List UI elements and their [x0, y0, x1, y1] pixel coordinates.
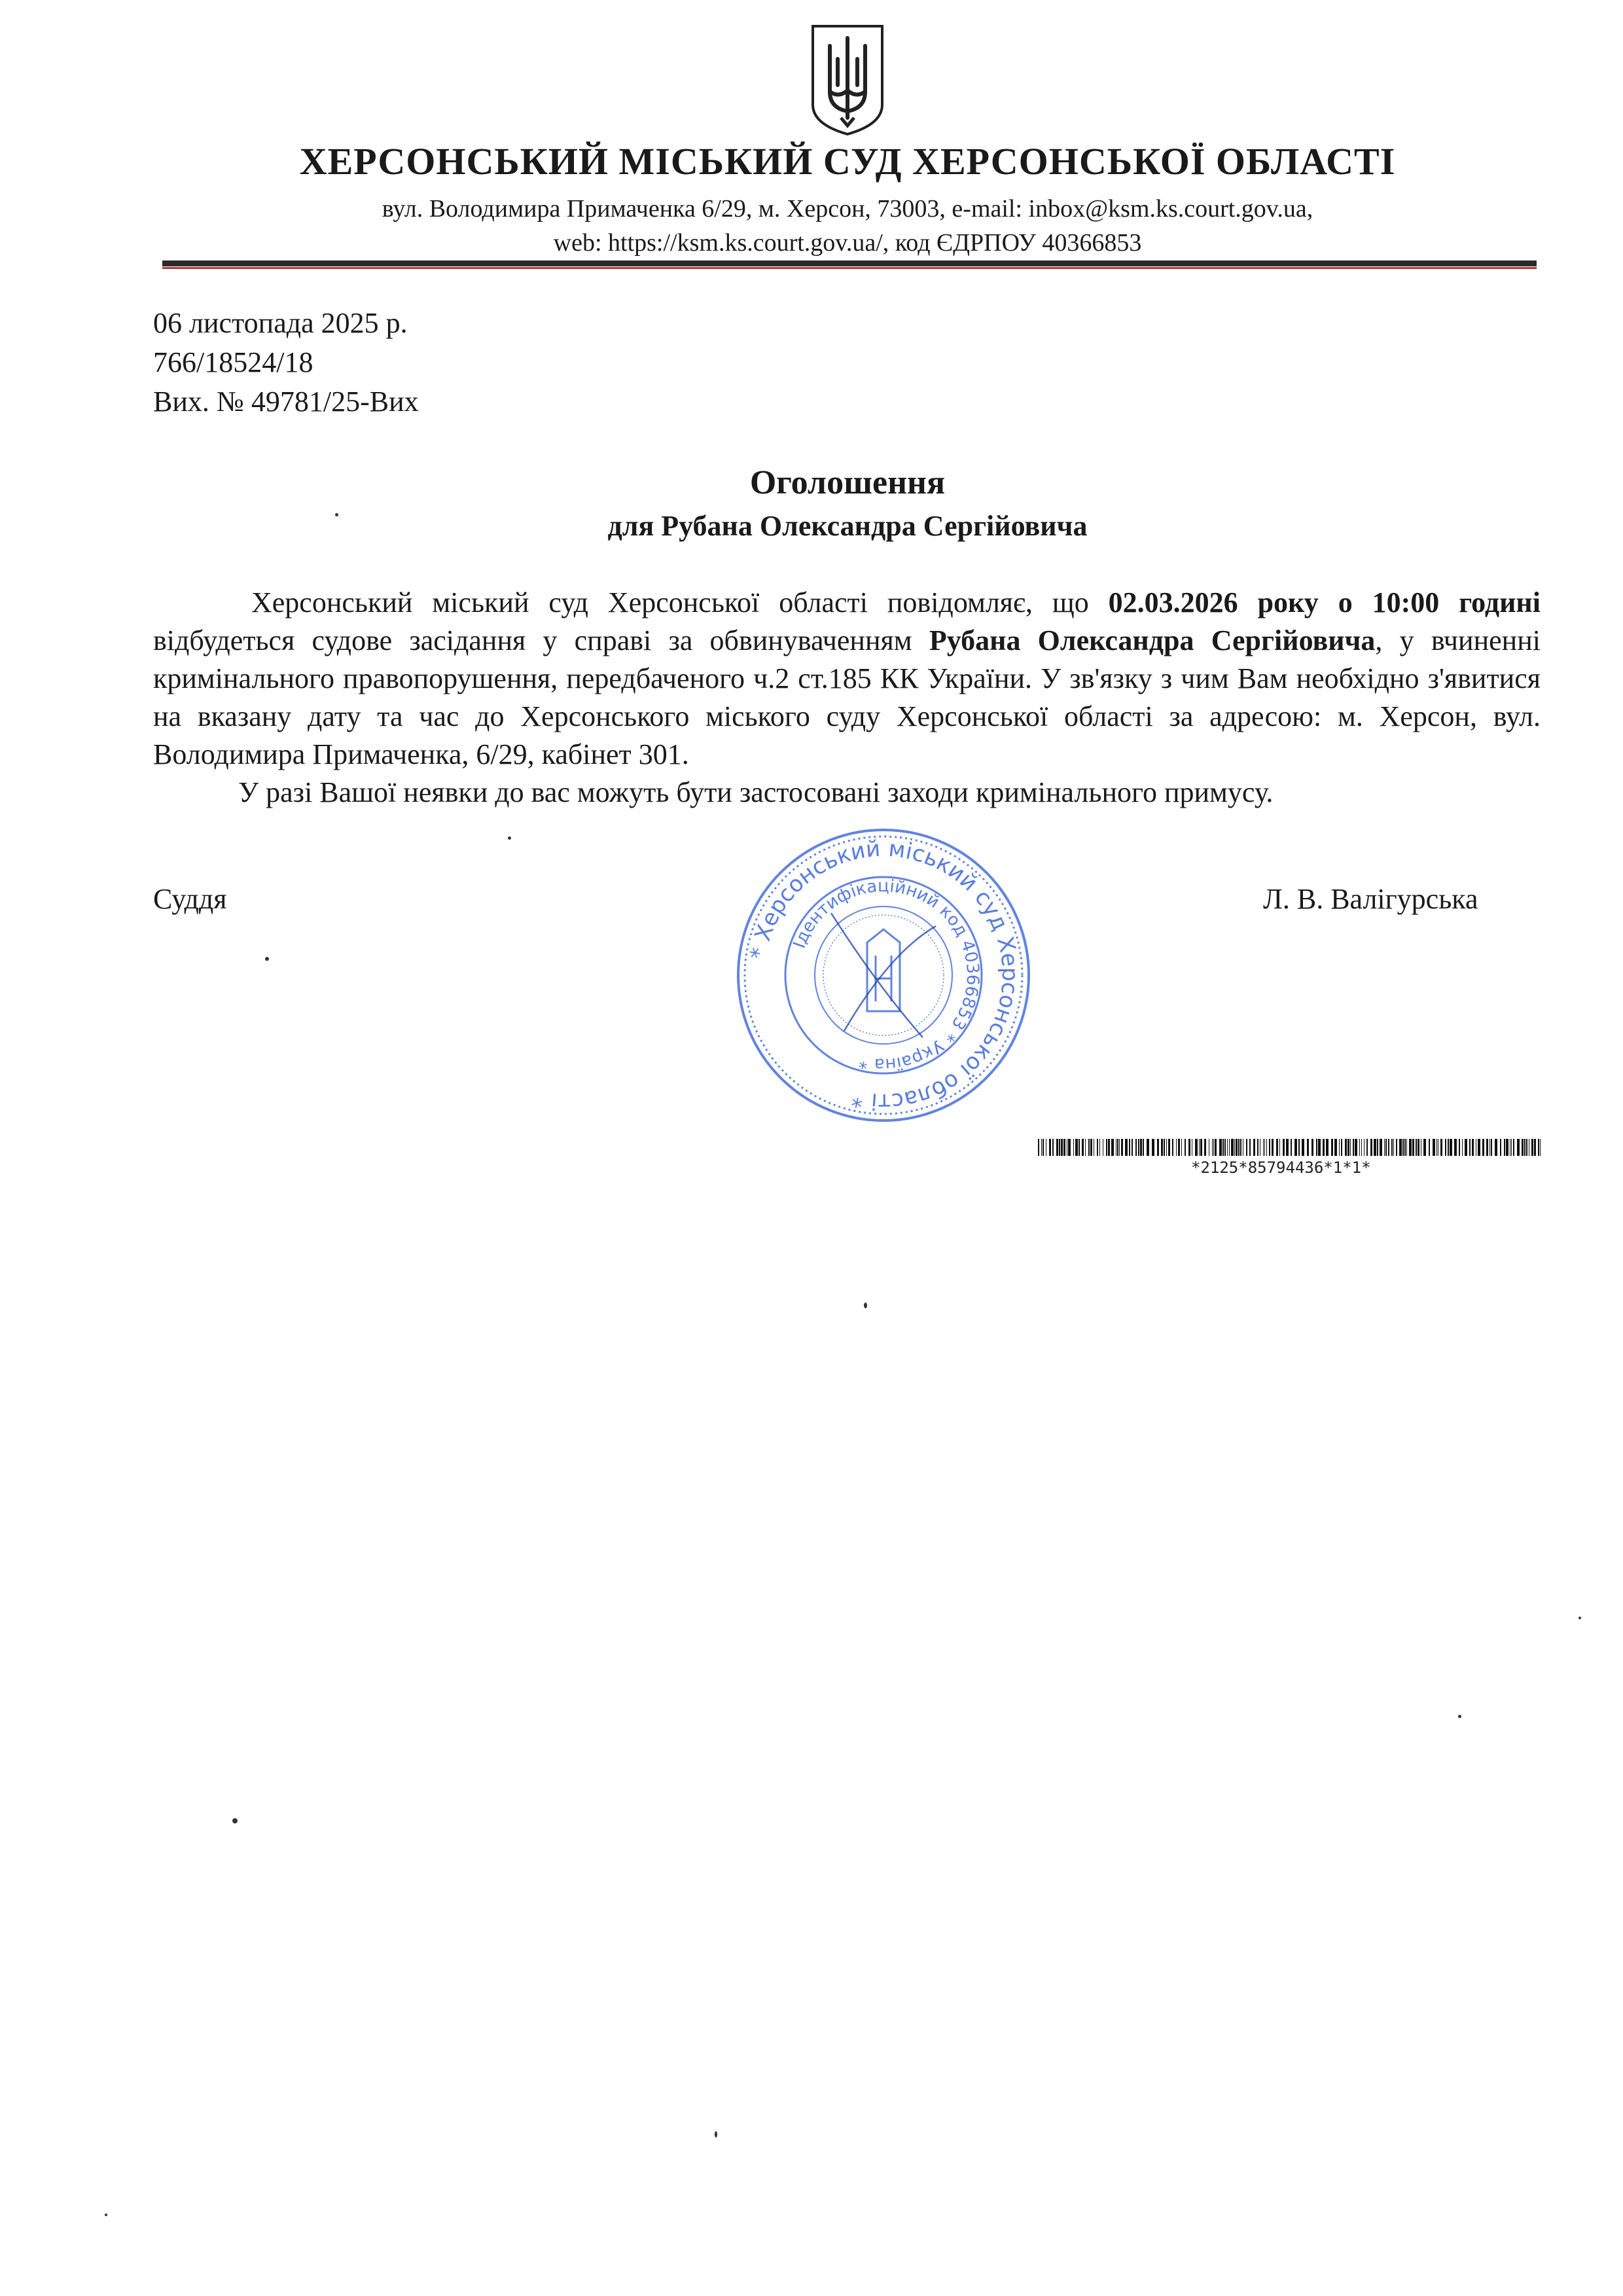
- barcode-bar: [1138, 1139, 1139, 1156]
- judge-role: Суддя: [153, 883, 227, 915]
- barcode-bar: [1412, 1139, 1414, 1156]
- notice-subtitle: для Рубана Олександра Сергійовича: [607, 510, 1088, 542]
- barcode-bar: [1234, 1139, 1235, 1156]
- barcode-bar: [1212, 1139, 1213, 1156]
- barcode-bar: [1236, 1139, 1238, 1156]
- barcode-bar: [1119, 1139, 1120, 1156]
- barcode-bar: [1311, 1139, 1313, 1156]
- barcode-bar: [1135, 1139, 1137, 1156]
- scan-speck: [105, 2214, 107, 2216]
- barcode-bar: [1272, 1139, 1274, 1156]
- barcode-bar: [1478, 1139, 1480, 1156]
- barcode-bar: [1200, 1139, 1202, 1156]
- barcode-bar: [1215, 1139, 1217, 1156]
- barcode-bar: [1469, 1139, 1471, 1156]
- barcode-bar: [1377, 1139, 1378, 1156]
- barcode-bar: [1374, 1139, 1376, 1156]
- seal-inner-text: Ідентифікаційний код 40366853 * Україна *: [789, 876, 983, 1075]
- barcode-bar: [1418, 1139, 1419, 1156]
- barcode-bar: [1088, 1139, 1090, 1156]
- seal-outer-text: * Херсонський міський суд Херсонської області *: [745, 835, 1024, 1115]
- barcode-bar: [1504, 1139, 1505, 1156]
- barcode-bar: [1486, 1139, 1488, 1156]
- barcode-bar: [1043, 1139, 1044, 1156]
- barcode-bar: [1276, 1139, 1278, 1156]
- barcode-bar: [1056, 1139, 1058, 1156]
- barcode-bar: [1052, 1139, 1054, 1156]
- barcode-bar: [1294, 1139, 1297, 1156]
- barcode-bar: [1339, 1139, 1340, 1156]
- barcode-bar: [1522, 1139, 1524, 1156]
- barcode-bar: [1038, 1139, 1039, 1156]
- scan-speck: [1458, 1715, 1461, 1718]
- barcode-bar: [1227, 1139, 1228, 1156]
- barcode-bar: [1454, 1139, 1457, 1156]
- court-address: вул. Володимира Примаченка 6/29, м. Херсон, 73003, e-mail: inbox@ksm.ks.court.gov.ua,: [382, 195, 1313, 223]
- barcode-bar: [1264, 1139, 1265, 1156]
- scan-speck: [864, 1302, 867, 1308]
- barcode-bar: [1168, 1139, 1170, 1156]
- barcode-bar: [1079, 1139, 1080, 1156]
- barcode-bar: [1286, 1139, 1289, 1156]
- barcode-bar: [1345, 1139, 1347, 1156]
- case-number: 766/18524/18: [153, 346, 313, 378]
- barcode-bar: [1231, 1139, 1234, 1156]
- judge-name: Л. В. Валігурська: [1263, 883, 1478, 915]
- barcode-bar: [1355, 1139, 1357, 1156]
- notice-title: Оголошення: [749, 464, 946, 501]
- barcode-bar: [1465, 1139, 1467, 1156]
- barcode-bar: [1253, 1139, 1255, 1156]
- court-name: ХЕРСОНСЬКИЙ МІСЬКИЙ СУД ХЕРСОНСЬКОЇ ОБЛАСТІ: [299, 140, 1396, 183]
- barcode-bar: [1279, 1139, 1280, 1156]
- barcode-bar: [1353, 1139, 1354, 1156]
- barcode-bar: [1108, 1139, 1110, 1156]
- scan-speck: [508, 836, 511, 840]
- scan-speck: [232, 1818, 238, 1823]
- barcode-bar: [1385, 1139, 1387, 1156]
- barcode-text: *2125*85794436*1*1*: [1191, 1158, 1371, 1177]
- outgoing-number: Вих. № 49781/25-Вих: [153, 386, 419, 418]
- barcode-bar: [1121, 1139, 1123, 1156]
- barcode-bar: [1082, 1139, 1084, 1156]
- barcode-bar: [1388, 1139, 1389, 1156]
- barcode-bar: [1341, 1139, 1342, 1156]
- barcode-bar: [1436, 1139, 1437, 1156]
- barcode-bar: [1366, 1139, 1368, 1156]
- barcode-bar: [1111, 1139, 1114, 1156]
- barcode-bar: [1391, 1139, 1393, 1156]
- barcode-bar: [1489, 1139, 1490, 1156]
- barcode-bar: [1416, 1139, 1417, 1156]
- notice-body: [153, 584, 1541, 812]
- scan-speck: [1578, 1617, 1581, 1619]
- barcode-bar: [1143, 1139, 1144, 1156]
- barcode-bar: [1246, 1139, 1247, 1156]
- barcode-bar: [1445, 1139, 1446, 1156]
- barcode-bar: [1298, 1139, 1300, 1156]
- barcode-bar: [1068, 1139, 1071, 1156]
- barcode-bar: [1204, 1139, 1206, 1156]
- barcode-bar: [1049, 1139, 1051, 1156]
- barcode-bar: [1291, 1139, 1292, 1156]
- trident-icon: [805, 20, 890, 137]
- barcode-bar: [1199, 1139, 1200, 1156]
- barcode-bar: [1361, 1139, 1362, 1156]
- barcode-bar: [1380, 1139, 1382, 1156]
- barcode-bar: [1302, 1139, 1304, 1156]
- hearing-datetime: 02.03.2026 року о 10:00 годині: [1108, 586, 1541, 619]
- barcode-bar: [1125, 1139, 1128, 1156]
- barcode-bar: [1172, 1139, 1173, 1156]
- barcode-bar: [1157, 1139, 1159, 1156]
- scan-speck: [335, 513, 338, 516]
- barcode-bar: [1263, 1139, 1264, 1156]
- court-seal: [726, 821, 1041, 1129]
- barcode-bar: [1404, 1139, 1406, 1156]
- barcode-bar: [1063, 1139, 1065, 1156]
- barcode-bar: [1326, 1139, 1329, 1156]
- barcode-bar: [1061, 1139, 1063, 1156]
- barcode-bar: [1307, 1139, 1309, 1156]
- document-date: 06 листопада 2025 р.: [153, 307, 408, 339]
- barcode: [1038, 1139, 1541, 1156]
- barcode-bar: [1181, 1139, 1182, 1156]
- barcode-bar: [1517, 1139, 1520, 1156]
- barcode-bar: [1459, 1139, 1460, 1156]
- barcode-bar: [1257, 1139, 1258, 1156]
- barcode-bar: [1409, 1139, 1412, 1156]
- barcode-bar: [1506, 1139, 1508, 1156]
- barcode-bar: [1185, 1139, 1186, 1156]
- barcode-bar: [1513, 1139, 1514, 1156]
- header-divider-accent: [162, 267, 1537, 269]
- barcode-bar: [1448, 1139, 1449, 1156]
- barcode-bar: [1318, 1139, 1321, 1156]
- barcode-bar: [1117, 1139, 1118, 1156]
- scan-speck: [715, 2131, 717, 2138]
- barcode-bar: [1249, 1139, 1251, 1156]
- barcode-bar: [1085, 1139, 1086, 1156]
- barcode-bar: [1176, 1139, 1177, 1156]
- barcode-bar: [1524, 1139, 1525, 1156]
- barcode-bar: [1041, 1139, 1042, 1156]
- barcode-bar: [1396, 1139, 1397, 1156]
- barcode-bar: [1406, 1139, 1407, 1156]
- barcode-bar: [1195, 1139, 1198, 1156]
- defendant-name: Рубана Олександра Сергійовича: [929, 624, 1376, 656]
- barcode-bar: [1269, 1139, 1270, 1156]
- barcode-bar: [1166, 1139, 1167, 1156]
- barcode-bar: [1429, 1139, 1430, 1156]
- barcode-bar: [1224, 1139, 1226, 1156]
- barcode-bar: [1393, 1139, 1394, 1156]
- barcode-bar: [1440, 1139, 1442, 1156]
- barcode-bar: [1399, 1139, 1402, 1156]
- barcode-bar: [1491, 1139, 1492, 1156]
- barcode-bar: [1097, 1139, 1098, 1156]
- barcode-bar: [1140, 1139, 1142, 1156]
- barcode-bar: [1433, 1139, 1435, 1156]
- barcode-bar: [1450, 1139, 1452, 1156]
- barcode-bar: [1178, 1139, 1180, 1156]
- barcode-bar: [1323, 1139, 1325, 1156]
- barcode-bar: [1482, 1139, 1484, 1156]
- barcode-bar: [1423, 1139, 1426, 1156]
- court-web-line: web: https://ksm.ks.court.gov.ua/, код ЄДРПОУ 40366853: [553, 229, 1142, 257]
- barcode-bar: [1538, 1139, 1539, 1156]
- barcode-bar: [1099, 1139, 1100, 1156]
- barcode-bar: [1316, 1139, 1317, 1156]
- barcode-bar: [1283, 1139, 1285, 1156]
- barcode-bar: [1213, 1139, 1214, 1156]
- barcode-bar: [1090, 1139, 1092, 1156]
- barcode-bar: [1495, 1139, 1497, 1156]
- barcode-bar: [1188, 1139, 1190, 1156]
- barcode-bar: [1106, 1139, 1107, 1156]
- header-divider: [162, 260, 1537, 266]
- barcode-bar: [1164, 1139, 1165, 1156]
- barcode-bar: [1147, 1139, 1149, 1156]
- barcode-bar: [1229, 1139, 1230, 1156]
- notice-paragraph-1: Херсонський міський суд Херсонської області повідомляє, що 02.03.2026 року о 10:00 годині відбудеться судове засідання у справі за обвинуваченням Рубана Олександра Сергійовича, у вчиненні кримінального правопорушення, передбаченого ч.2 ст.185 КК України. У зв'язку з чим Вам необхідно з'явитися на вказану дату та час до Херсонського міського суду Херсонської області за адресою: м. Херсон, вул. Володимира Примаченка, 6/29, кабінет 301.: [153, 586, 1541, 770]
- barcode-bar: [1219, 1139, 1222, 1156]
- barcode-bar: [1266, 1139, 1267, 1156]
- barcode-bar: [1238, 1139, 1240, 1156]
- barcode-bar: [1075, 1139, 1078, 1156]
- scan-speck: [265, 957, 269, 961]
- barcode-bar: [1526, 1139, 1527, 1156]
- barcode-bar: [1331, 1139, 1333, 1156]
- barcode-bar: [1472, 1139, 1474, 1156]
- barcode-bar: [1132, 1139, 1133, 1156]
- barcode-bar: [1152, 1139, 1154, 1156]
- barcode-bar: [1059, 1139, 1060, 1156]
- notice-paragraph-2: У разі Вашої неявки до вас можуть бути застосовані заходи кримінального примусу.: [238, 776, 1274, 808]
- barcode-bar: [1347, 1139, 1349, 1156]
- barcode-bar: [1500, 1139, 1501, 1156]
- barcode-bar: [1462, 1139, 1463, 1156]
- barcode-bar: [1359, 1139, 1360, 1156]
- barcode-bar: [1531, 1139, 1533, 1156]
- barcode-bar: [1511, 1139, 1512, 1156]
- barcode-bar: [1073, 1139, 1074, 1156]
- barcode-bar: [1402, 1139, 1404, 1156]
- barcode-bar: [1370, 1139, 1372, 1156]
- barcode-bar: [1384, 1139, 1385, 1156]
- barcode-bar: [1161, 1139, 1163, 1156]
- barcode-bar: [1534, 1139, 1536, 1156]
- barcode-bar: [1222, 1139, 1224, 1156]
- barcode-bar: [1334, 1139, 1337, 1156]
- barcode-bar: [1129, 1139, 1130, 1156]
- barcode-bar: [1350, 1139, 1351, 1156]
- barcode-bar: [1240, 1139, 1241, 1156]
- barcode-bar: [1540, 1139, 1541, 1156]
